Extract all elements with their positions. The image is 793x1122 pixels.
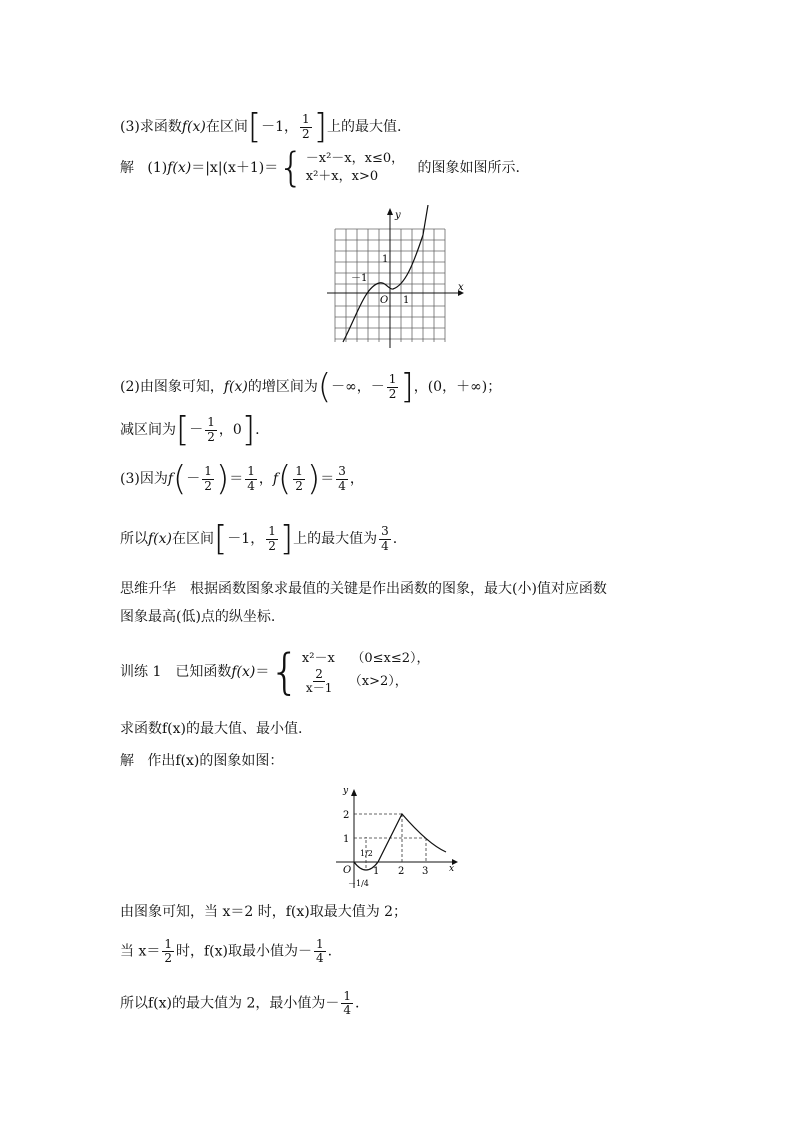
fraction: $\frac{3}{4}$ bbox=[338, 464, 346, 493]
piecewise-brace: { bbox=[269, 644, 300, 700]
solution-2: (2)由图象可知，f(x)的增区间为(－∞，－ $\frac{1}{2}$ ]，(0，＋∞)； bbox=[120, 367, 502, 407]
tick-x-neg1: －1 bbox=[351, 273, 368, 284]
tick-x-1: 1 bbox=[403, 295, 410, 306]
left-bracket: [ bbox=[176, 410, 190, 450]
x-label: x bbox=[449, 864, 455, 874]
label-neg-quarter: －1/4 bbox=[348, 879, 369, 888]
fraction: $\frac{1}{4}$ bbox=[247, 464, 255, 493]
solution-3-conclusion: 所以f(x)在区间[－1， $\frac{1}{2}$ ]上的最大值为 $\frac{3}{4}$ . bbox=[120, 519, 398, 559]
fraction: $\frac{1}{2}$ bbox=[164, 937, 172, 966]
left-paren: ( bbox=[278, 459, 292, 499]
x-label: x bbox=[458, 282, 464, 293]
right-bracket: ] bbox=[279, 519, 294, 559]
final-line-3: 所以f(x)的最大值为 2，最小值为－ $\frac{1}{4}$ . bbox=[120, 989, 360, 1018]
right-paren: ) bbox=[215, 459, 230, 499]
tick-y-2: 2 bbox=[343, 810, 350, 821]
origin-label: O bbox=[343, 865, 352, 876]
tick-x-3: 3 bbox=[422, 866, 429, 877]
graph-1 bbox=[325, 205, 470, 350]
fraction: $\frac{1}{2}$ bbox=[295, 464, 303, 493]
y-axis-arrow bbox=[387, 208, 393, 215]
left-paren: ( bbox=[317, 367, 332, 407]
piecewise-cases: －x²－x，x≤0， x²＋x，x>0 bbox=[305, 151, 405, 184]
origin-label: O bbox=[380, 295, 389, 306]
training-1: 训练 1 已知函数f(x)＝{ x²－x （0≤x≤2）， $\frac{2}{x-1}$ （x>2）， bbox=[120, 644, 430, 700]
piecewise-brace: { bbox=[278, 145, 304, 191]
fraction: $\frac{1}{4}$ bbox=[343, 989, 351, 1018]
training-solution: 解 作出f(x)的图象如图： bbox=[120, 753, 284, 769]
final-line-2: 当 x＝ $\frac{1}{2}$ 时，f(x)取最小值为－ $\frac{1}{4}$ . bbox=[120, 937, 333, 966]
left-bracket: [ bbox=[247, 107, 262, 147]
y-label: y bbox=[395, 210, 401, 221]
graph-2 bbox=[328, 782, 463, 892]
y-axis-arrow bbox=[351, 789, 357, 796]
label-half: 1/2 bbox=[360, 849, 373, 858]
tick-y-1: 1 bbox=[343, 834, 350, 845]
training-ask: 求函数f(x)的最大值、最小值. bbox=[120, 721, 303, 737]
guide-lines bbox=[354, 814, 426, 868]
right-paren: ) bbox=[306, 459, 321, 499]
fraction: $\frac{1}{2}$ bbox=[388, 372, 397, 401]
tick-y-1: 1 bbox=[382, 254, 389, 265]
fraction: $\frac{1}{2}$ bbox=[207, 415, 215, 444]
y-label: y bbox=[343, 786, 349, 796]
right-bracket: ] bbox=[241, 410, 256, 450]
final-line-1: 由图象可知，当 x＝2 时，f(x)取最大值为 2； bbox=[120, 904, 408, 920]
decreasing-interval: 减区间为[－ $\frac{1}{2}$ ，0]. bbox=[120, 410, 260, 450]
right-bracket: ] bbox=[400, 367, 414, 407]
fraction: $\frac{1}{2}$ bbox=[302, 112, 310, 141]
insight-line-2: 图象最高(低)点的纵坐标. bbox=[120, 609, 276, 625]
left-bracket: [ bbox=[214, 519, 228, 559]
solution-3: (3)因为f(－ $\frac{1}{2}$ )＝ $\frac{1}{4}$ ，f( $\frac{1}{2}$ )＝ $\frac{3}{4}$ ， bbox=[120, 459, 364, 499]
piecewise-cases: x²－x （0≤x≤2）， $\frac{2}{x-1}$ （x>2）， bbox=[301, 650, 430, 696]
fraction: $\frac{1}{2}$ bbox=[204, 464, 212, 493]
solution-1: 解 (1)f(x)＝|x|(x＋1)＝{ －x²－x，x≤0， x²＋x，x>0 的图象如图所示. bbox=[120, 145, 520, 191]
fraction: $\frac{1}{2}$ bbox=[268, 524, 276, 553]
tick-x-2: 2 bbox=[398, 866, 405, 877]
left-paren: ( bbox=[173, 459, 187, 499]
fraction: $\frac{3}{4}$ bbox=[381, 524, 389, 553]
insight-line-1: 思维升华 根据函数图象求最值的关键是作出函数的图象，最大(小)值对应函数 bbox=[120, 581, 607, 597]
right-bracket: ] bbox=[313, 107, 327, 147]
question-3: (3)求函数f(x)在区间[－1， $\frac{1}{2}$ ]上的最大值. bbox=[120, 107, 402, 147]
tick-x-1: 1 bbox=[373, 866, 380, 877]
fraction: $\frac{1}{4}$ bbox=[316, 937, 324, 966]
